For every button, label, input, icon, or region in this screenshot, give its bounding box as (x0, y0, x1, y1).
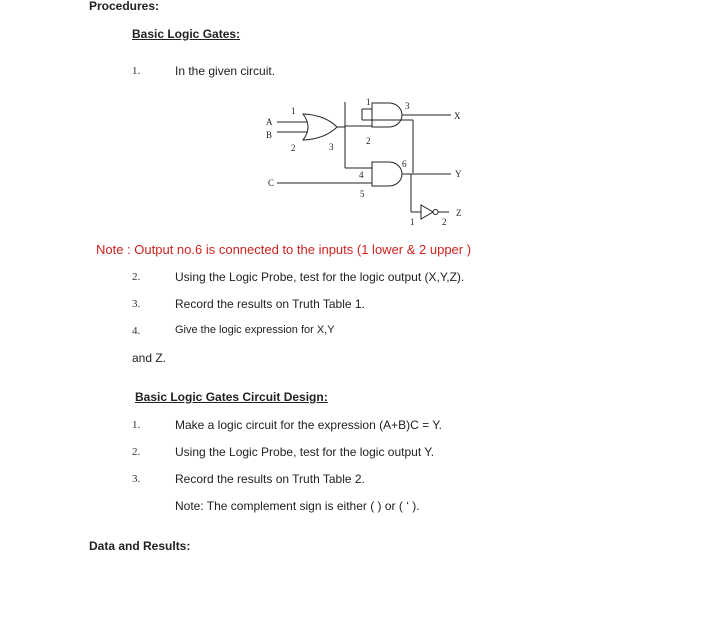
step-number: 3. (132, 473, 141, 485)
data-results-heading: Data and Results: (89, 539, 191, 553)
pin-label: 1 (366, 97, 371, 107)
step-number: 1. (132, 65, 141, 77)
pin-label: 1 (291, 106, 296, 116)
step-text: Record the results on Truth Table 1. (175, 297, 365, 311)
pin-label: 2 (366, 136, 371, 146)
step-text: Record the results on Truth Table 2. (175, 472, 365, 486)
procedures-heading: Procedures: (89, 0, 160, 13)
pin-label: 4 (359, 170, 364, 180)
pin-label: 2 (291, 143, 296, 153)
complement-note: Note: The complement sign is either ( ) or ( ‘ ). (175, 499, 420, 513)
not-gate (421, 205, 433, 219)
and-gate-2 (372, 162, 402, 186)
input-a-label: A (266, 117, 273, 127)
input-c-label: C (268, 178, 275, 188)
step-number: 3. (132, 298, 141, 310)
input-b-label: B (266, 130, 273, 140)
step-continuation: and Z. (132, 351, 167, 365)
step-text: Make a logic circuit for the expression (A+B)C = Y. (175, 418, 443, 432)
pin-label: 6 (402, 159, 407, 169)
or-gate (303, 114, 337, 140)
step-number: 1. (132, 419, 141, 431)
basic-gates-heading: Basic Logic Gates: (132, 27, 241, 41)
pin-label: 1 (410, 217, 415, 227)
circuit-design-heading: Basic Logic Gates Circuit Design: (135, 390, 328, 404)
and-gate-1 (372, 103, 402, 127)
output-y-label: Y (455, 169, 462, 179)
step-text: Give the logic expression for X,Y (175, 324, 335, 336)
step-number: 2. (132, 271, 141, 283)
step-number: 4. (132, 325, 141, 337)
output-z-label: Z (456, 208, 462, 218)
step-number: 2. (132, 446, 141, 458)
pin-label: 2 (442, 217, 447, 227)
pin-label: 3 (405, 101, 410, 111)
logic-circuit-diagram (255, 92, 475, 232)
step-text: In the given circuit. (175, 64, 276, 78)
step-text: Using the Logic Probe, test for the logic output (X,Y,Z). (175, 270, 465, 284)
pin-label: 5 (360, 189, 365, 199)
step-text: Using the Logic Probe, test for the logic output Y. (175, 445, 435, 459)
pin-label: 3 (329, 142, 334, 152)
output-x-label: X (454, 111, 461, 121)
output-connection-note: Note : Output no.6 is connected to the inputs (1 lower & 2 upper ) (96, 242, 472, 257)
